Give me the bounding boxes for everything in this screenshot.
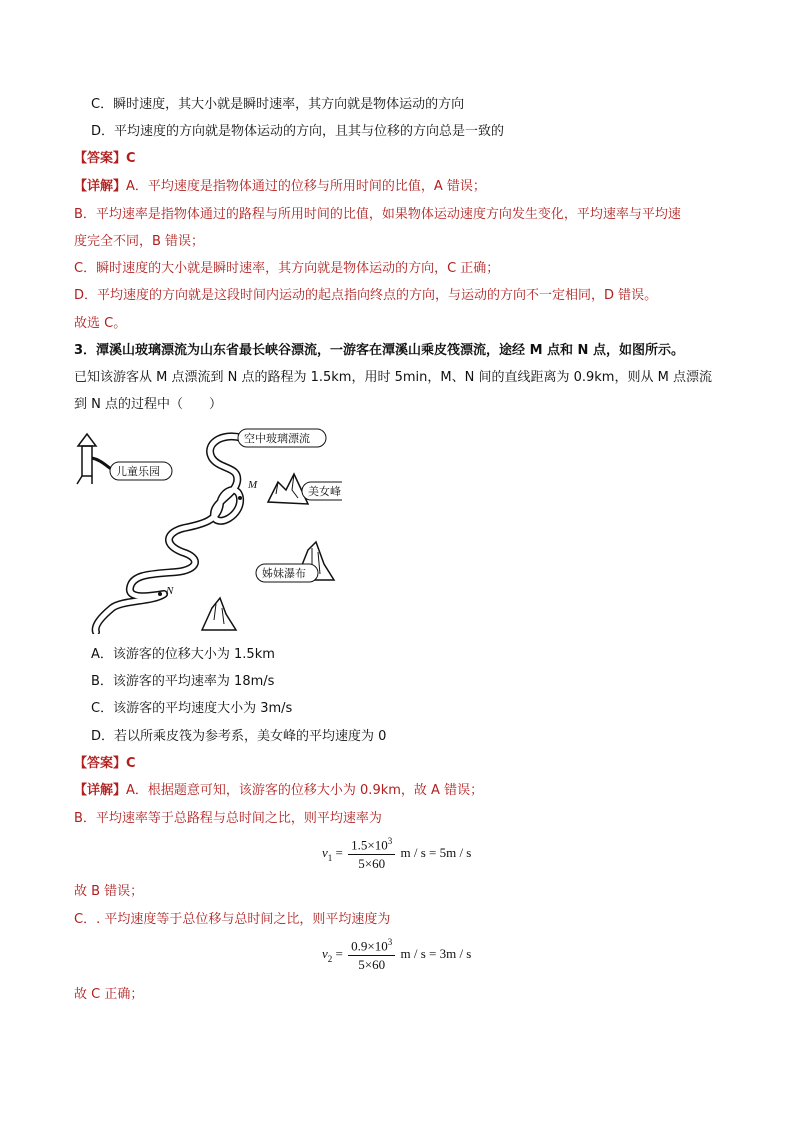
answer3-tag: 【答案】 [74, 756, 127, 771]
detail3-c-conclusion: 故 C 正确； [74, 987, 144, 1002]
formula1-lhs: v [322, 845, 328, 861]
formula1-denominator: 5×60 [358, 856, 386, 872]
point-m-marker [238, 496, 242, 500]
river-map-figure [72, 424, 342, 634]
formula-average-rate [322, 836, 471, 872]
question3-line2: 已知该游客从 M 点漂流到 N 点的路程为 1.5km，用时 5min，M、N 间的直线距离为 0.9km，则从 M 点漂流 [74, 370, 712, 385]
formula1-numerator [348, 836, 395, 855]
formula2-sub: 2 [327, 953, 333, 964]
detail3-b: B．平均速率等于总路程与总时间之比，则平均速率为 [74, 811, 382, 826]
formula2-lhs: v [322, 946, 328, 962]
answer-tag: 【答案】 [74, 151, 127, 166]
formula2-num-base: 0.9×10 [351, 938, 388, 954]
detail3-a [74, 782, 483, 800]
option3-d: D．若以所乘皮筏为参考系，美女峰的平均速度为 0 [91, 729, 387, 744]
formula1-sub: 1 [327, 852, 333, 863]
park-label: 儿童乐园 [116, 465, 160, 478]
detail-prev-conclusion: 故选 C。 [74, 316, 127, 331]
small-mountain-icon [202, 598, 236, 630]
question3-line3: 到 N 点的过程中（ ） [74, 397, 222, 412]
formula1-fraction [348, 836, 395, 872]
formula1-equals: = [335, 845, 343, 861]
formula2-fraction [348, 937, 395, 973]
formula1-num-base: 1.5×10 [351, 837, 388, 853]
option3-a: A．该游客的位移大小为 1.5km [91, 647, 275, 662]
peak-label: 美女峰 [308, 485, 341, 498]
detail3-tag: 【详解】 [74, 783, 127, 798]
formula1-rhs: m / s = 5m / s [400, 845, 472, 861]
playground-icon [77, 434, 116, 484]
question3-line1: 3．潭溪山玻璃漂流为山东省最长峡谷漂流，一游客在潭溪山乘皮筏漂流，途经 M 点和 N 点，如图所示。 [74, 343, 684, 358]
detail-prev-a [74, 178, 486, 196]
formula1-num-exp: 3 [387, 836, 393, 846]
detail-prev-b1: B．平均速率是指物体通过的路程与所用时间的比值，如果物体运动速度方向发生变化，平均速率与平均速 [74, 207, 681, 222]
detail-text: A．平均速度是指物体通过的位移与所用时间的比值，A 错误； [126, 179, 486, 194]
answer-value: C [126, 151, 136, 166]
top-label: 空中玻璃漂流 [244, 432, 310, 445]
answer3 [74, 755, 136, 773]
detail3-b-conclusion: 故 B 错误； [74, 884, 144, 899]
formula2-denominator: 5×60 [358, 957, 386, 973]
answer-prev [74, 150, 136, 168]
option-c-prev: C．瞬时速度，其大小就是瞬时速率，其方向就是物体运动的方向 [91, 97, 465, 112]
point-n-marker [158, 592, 162, 596]
detail3-a-text: A．根据题意可知，该游客的位移大小为 0.9km，故 A 错误； [126, 783, 484, 798]
point-n-label: N [166, 585, 174, 597]
formula2-num-exp: 3 [387, 937, 393, 947]
answer3-value: C [126, 756, 136, 771]
detail-prev-b2: 度完全不同，B 错误； [74, 234, 205, 249]
point-m-label: M [248, 479, 258, 491]
detail-tag: 【详解】 [74, 179, 127, 194]
option3-c: C．该游客的平均速度大小为 3m/s [91, 701, 293, 716]
option3-b: B．该游客的平均速率为 18m/s [91, 674, 275, 689]
detail-prev-c: C．瞬时速度的大小就是瞬时速率，其方向就是物体运动的方向，C 正确； [74, 261, 500, 276]
formula-average-velocity [322, 937, 471, 973]
formula2-numerator [348, 937, 395, 956]
formula2-equals: = [335, 946, 343, 962]
detail-prev-d: D．平均速度的方向就是这段时间内运动的起点指向终点的方向，与运动的方向不一定相同，D 错误。 [74, 288, 658, 303]
detail3-c: C．. 平均速度等于总位移与总时间之比，则平均速度为 [74, 912, 391, 927]
option-d-prev: D．平均速度的方向就是物体运动的方向，且其与位移的方向总是一致的 [91, 124, 505, 139]
formula2-rhs: m / s = 3m / s [400, 946, 472, 962]
falls-label: 姊妹瀑布 [262, 567, 306, 580]
